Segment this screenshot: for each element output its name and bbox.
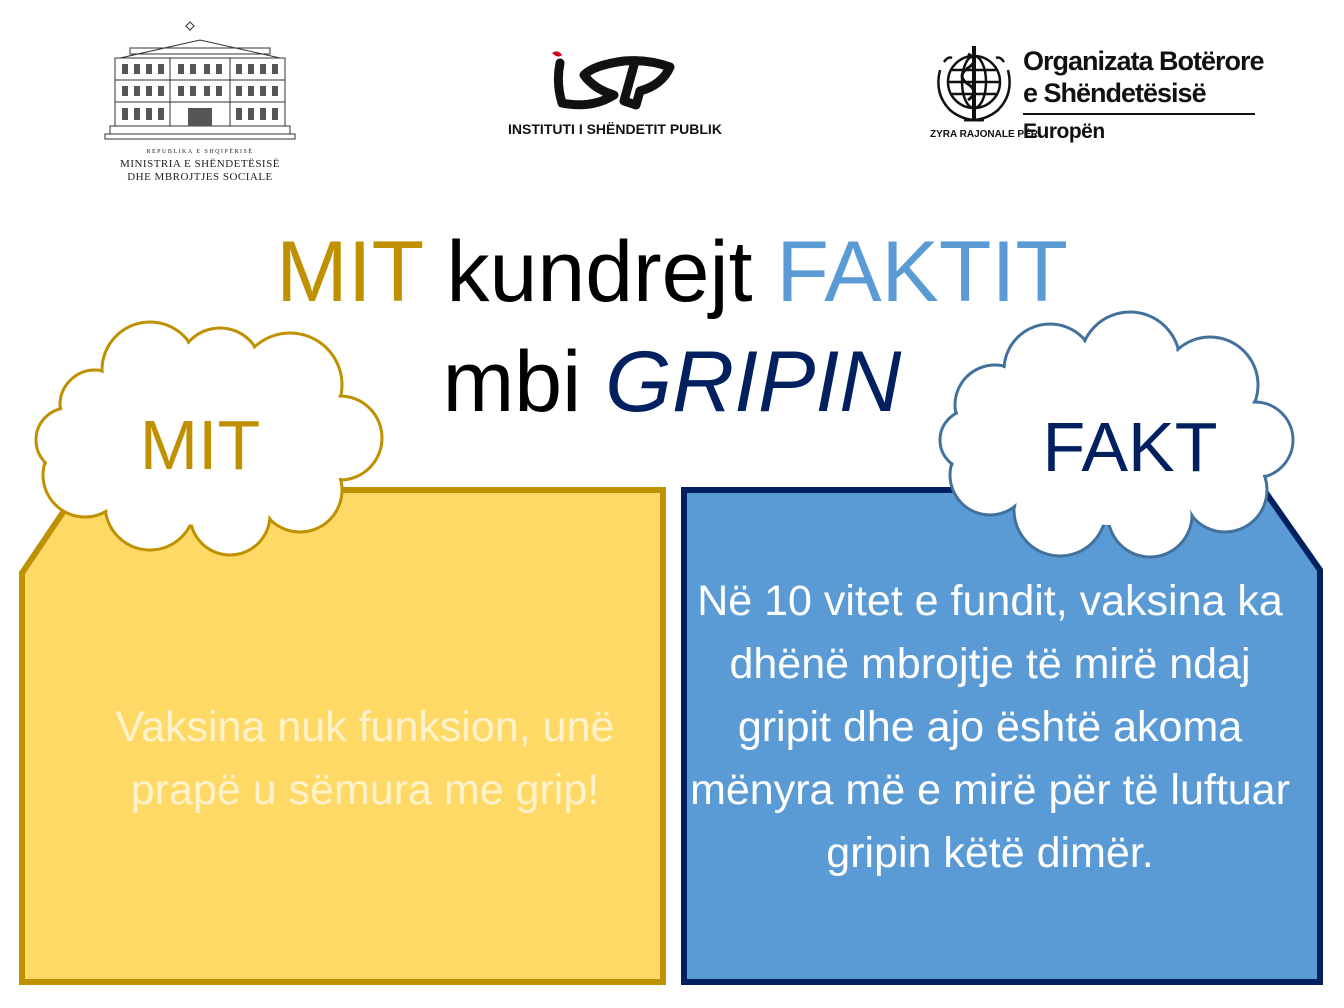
title-gripin: GRIPIN bbox=[605, 334, 902, 430]
who-name-line1: Organizata Botërore bbox=[1023, 46, 1264, 76]
fact-label: FAKT bbox=[1042, 408, 1218, 486]
who-regional-office: ZYRA RAJONALE PËR bbox=[930, 129, 1038, 140]
ministry-republic-text: REPUBLIKA E SHQIPËRISË bbox=[146, 149, 254, 155]
isp-name: INSTITUTI I SHËNDETIT PUBLIK bbox=[508, 121, 722, 137]
who-region: Europën bbox=[1023, 120, 1105, 143]
ministry-name-line1: MINISTRIA E SHËNDETËSISË bbox=[120, 158, 280, 170]
ministry-name-line2: DHE MBROJTJES SOCIALE bbox=[127, 171, 273, 183]
myth-label: MIT bbox=[139, 406, 261, 484]
title-mbi: mbi bbox=[442, 334, 582, 430]
title-mit: MIT bbox=[276, 224, 423, 320]
title-faktit: FAKTIT bbox=[776, 224, 1068, 320]
who-name-line2: e Shëndetësisë bbox=[1023, 78, 1206, 108]
title-kundrejt: kundrejt bbox=[446, 224, 753, 320]
fact-text: Në 10 vitet e fundit, vaksina ka dhënë mbrojtje të mirë ndaj gripit dhe ajo është akoma mënyra më e mirë për të luftuar gripin këtë dimër. bbox=[690, 577, 1290, 877]
myth-text: Vaksina nuk funksion, unë prapë u sëmura me grip! bbox=[115, 703, 615, 814]
